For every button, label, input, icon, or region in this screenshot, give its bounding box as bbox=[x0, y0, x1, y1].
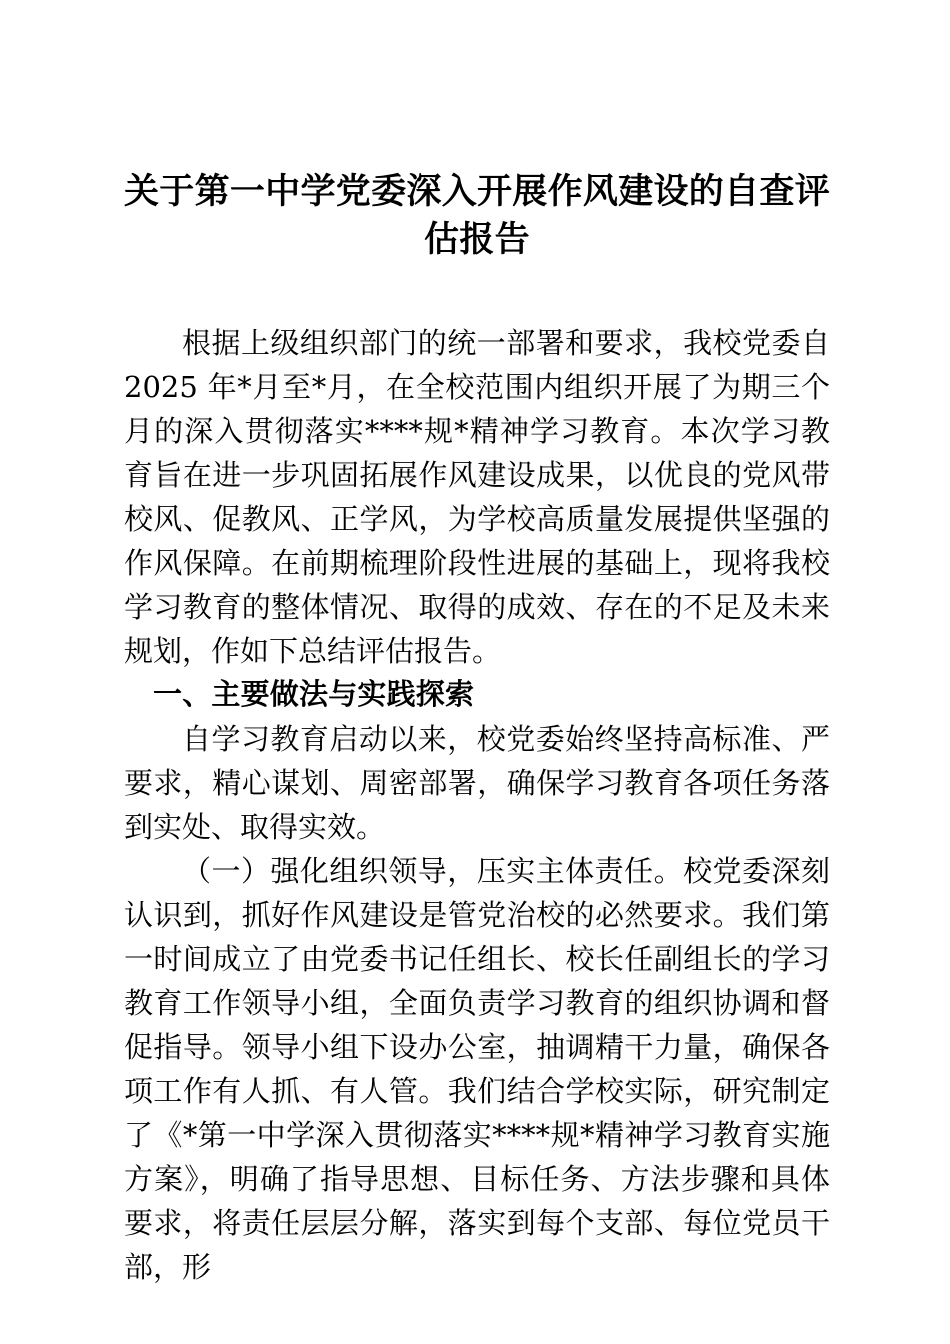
page-content-area bbox=[124, 0, 830, 1289]
paragraph-overview: 自学习教育启动以来，校党委始终坚持高标准、严要求，精心谋划、周密部署，确保学习教育各项任务落到实处、取得实效。 bbox=[124, 722, 830, 844]
section-heading-main-practices: 一、主要做法与实践探索 bbox=[153, 679, 475, 711]
paragraph-introduction: 根据上级组织部门的统一部署和要求，我校党委自 2025 年*月至*月，在全校范围内组织开展了为期三个月的深入贯彻落实****规*精神学习教育。本次学习教育旨在进一步巩固拓展作风建设成果，以优良的党风带校风、促教风、正学风，为学校高质量发展提供坚强的作风保障。在前期梳理阶段性进展的基础上，现将我校学习教育的整体情况、取得的成效、存在的不足及未来规划，作如下总结评估报告。 bbox=[124, 326, 830, 668]
page-title: 关于第一中学党委深入开展作风建设的自查评估报告 bbox=[124, 172, 831, 259]
paragraph-subsection-one: （一）强化组织领导，压实主体责任。校党委深刻认识到，抓好作风建设是管党治校的必然要求。我们第一时间成立了由党委书记任组长、校长任副组长的学习教育工作领导小组，全面负责学习教育的组织协调和督促指导。领导小组下设办公室，抽调精干力量，确保各项工作有人抓、有人管。我们结合学校实际，研究制定了《*第一中学深入贯彻落实****规*精神学习教育实施方案》，明确了指导思想、目标任务、方法步骤和具体要求，将责任层层分解，落实到每个支部、每位党员干部，形 bbox=[124, 854, 830, 1284]
